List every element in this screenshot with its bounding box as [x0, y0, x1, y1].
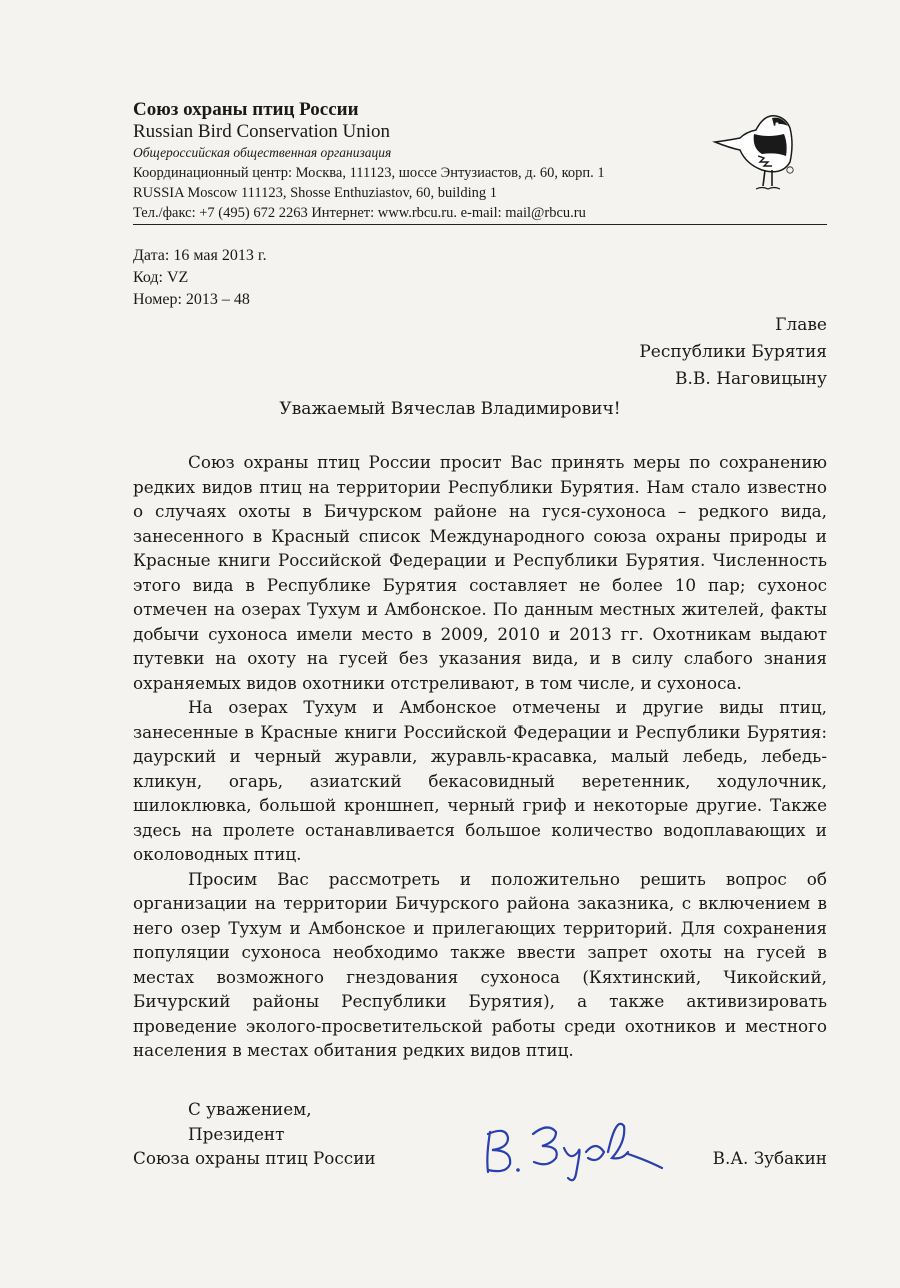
closing-block: [133, 1097, 376, 1171]
letter-number: Номер: 2013 – 48: [133, 291, 250, 308]
letter-code: Код: VZ: [133, 269, 189, 286]
recipient-line: Республики Бурятия: [639, 342, 827, 362]
closing-regards: С уважением,: [188, 1099, 312, 1119]
salutation: Уважаемый Вячеслав Владимирович!: [279, 399, 621, 419]
org-name-ru: Союз охраны птиц России: [133, 99, 359, 120]
recipient-line: В.В. Наговицыну: [675, 369, 827, 389]
address-ru: Координационный центр: Москва, 111123, шоссе Энтузиастов, д. 60, корп. 1: [133, 165, 605, 181]
org-name-en: Russian Bird Conservation Union: [133, 121, 391, 142]
closing-org: Союза охраны птиц России: [133, 1148, 376, 1168]
letter-date: Дата: 16 мая 2013 г.: [133, 247, 267, 264]
address-en: RUSSIA Moscow 111123, Shosse Enthuziastov, 60, building 1: [133, 185, 497, 201]
bird-logo-icon: [710, 104, 802, 196]
header-divider: [133, 224, 827, 225]
letter-meta: [133, 245, 267, 311]
recipient-line: Главе: [775, 315, 827, 335]
org-type: Общероссийская общественная организация: [133, 145, 392, 160]
recipient-block: [639, 312, 827, 393]
signatory-name: В.А. Зубакин: [712, 1148, 827, 1168]
body-paragraph: Просим Вас рассмотреть и положительно решить вопрос об организации на территории Бичурского района заказника, с включением в него озер Тухум и Амбонское и прилегающих территорий. Для сохранения популяции сухоноса необходимо также ввести запрет охоты на гусей в местах возможного гнездования сухоноса (Кяхтинский, Чикойский, Бичурский районы Республики Бурятия), а также активизировать проведение эколого-просветительской работы среди охотников и местного населения в местах обитания редких видов птиц.: [133, 868, 827, 1060]
body-paragraph: На озерах Тухум и Амбонское отмечены и другие виды птиц, занесенные в Красные книги Российской Федерации и Республики Бурятия: даурский и черный журавли, журавль-красавка, малый лебедь, лебедь-кликун, огарь, азиатский бекасовидный веретенник, ходулочник, шилоклювка, большой кроншнеп, черный гриф и некоторые другие. Также здесь на пролете останавливается большое количество водоплавающих и околоводных птиц.: [133, 697, 827, 864]
letter-body: [133, 450, 827, 1063]
contacts: Тел./факс: +7 (495) 672 2263 Интернет: www.rbcu.ru. e-mail: mail@rbcu.ru: [133, 205, 586, 221]
closing-title: Президент: [188, 1123, 285, 1144]
body-paragraph: Союз охраны птиц России просит Вас принять меры по сохранению редких видов птиц на территории Республики Бурятия. Нам стало известно о случаях охоты в Бичурском районе на гуся-сухоноса – редкого вида, занесенного в Красный список Международного союза охраны природы и Красные книги Российской Федерации и Республики Бурятия. Численность этого вида в Республике Бурятия составляет не более 10 пар; сухонос отмечен на озерах Тухум и Амбонское. По данным местных жителей, факты добычи сухоноса имели место в 2009, 2010 и 2013 гг. Охотникам выдают путевки на охоту на гусей без указания вида, и в силу слабого знания охраняемых видов охотники отстреливают, в том числе, и сухоноса.: [133, 452, 827, 693]
handwritten-signature: [478, 1112, 678, 1187]
